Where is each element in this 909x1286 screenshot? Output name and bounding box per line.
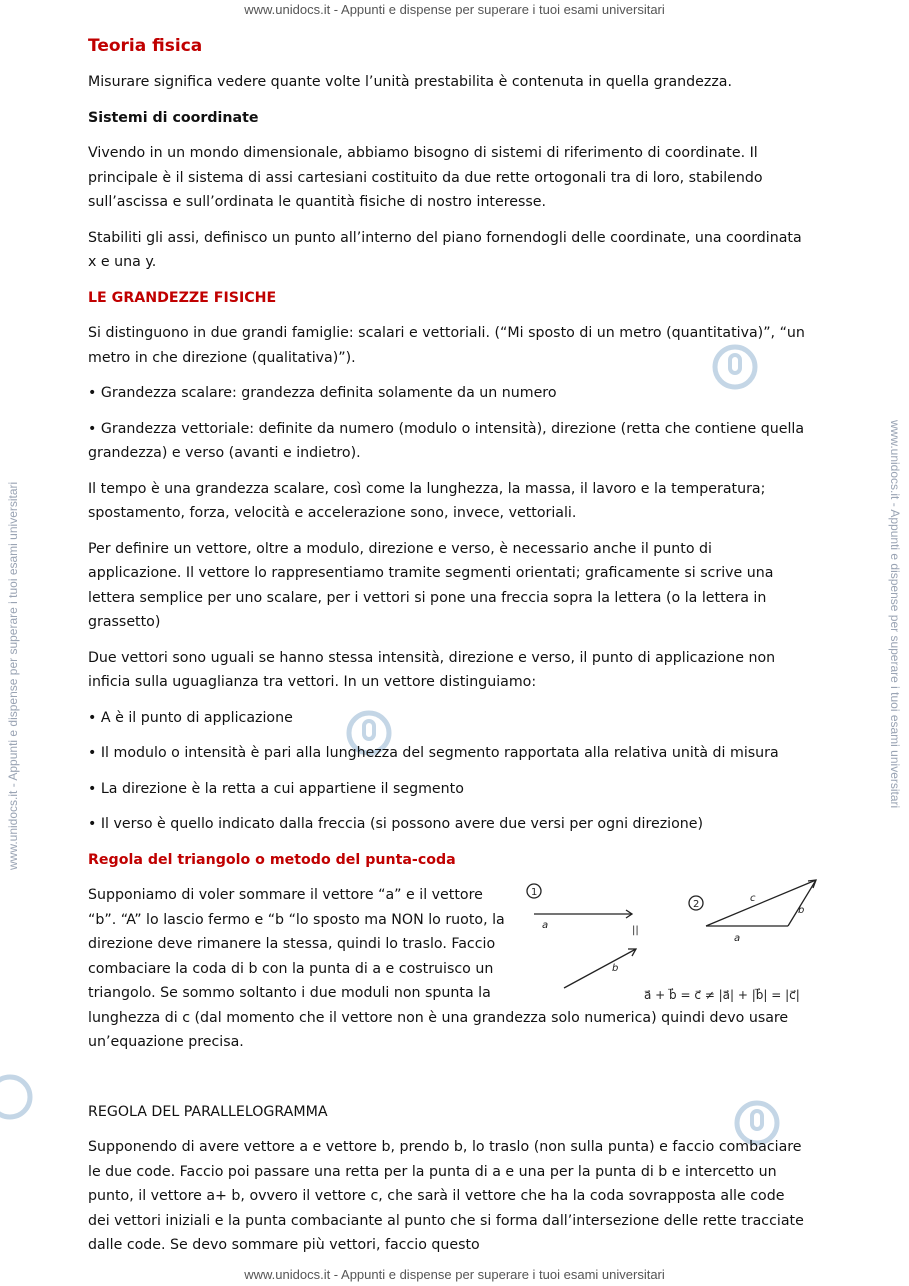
document-body bbox=[88, 33, 808, 1269]
list-item: • Il modulo o intensità è pari alla lunghezza del segmento rapportata alla relativa unità di misura bbox=[88, 745, 779, 761]
label-2: 2 bbox=[693, 899, 700, 910]
paragraph: Per definire un vettore, oltre a modulo, direzione e verso, è necessario anche il punto di applicazione. Il vettore lo rappresentiamo tramite segmenti orientati; graficamente si scrive una lettera semplice per uno scalare, per i vettori si pone una freccia sopra la lettera (o la lettera in grassetto) bbox=[88, 540, 774, 630]
section-heading-grandezze: LE GRANDEZZE FISICHE bbox=[88, 289, 277, 306]
label-c-right: c bbox=[750, 893, 756, 904]
watermark-footer: www.unidocs.it - Appunti e dispense per superare i tuoi esami universitari bbox=[244, 1267, 665, 1282]
paragraph: Vivendo in un mondo dimensionale, abbiamo bisogno di sistemi di riferimento di coordinate. Il principale è il sistema di assi cartesiani costituito da due rette ortogonali tra di loro, stabilendo sull’ascissa e sull’ordinata le quantità fisiche di nostro interesse. bbox=[88, 145, 763, 210]
label-parallel: || bbox=[632, 925, 639, 936]
paragraph: Si distinguono in due grandi famiglie: scalari e vettoriali. (“Mi sposto di un metro (quantitativa)”, “un metro in che direzione (qualitativa)”). bbox=[88, 325, 805, 366]
vector-sum-sketch bbox=[526, 873, 882, 1013]
label-b-right: b bbox=[798, 905, 805, 916]
label-a-right: a bbox=[734, 933, 741, 944]
paragraph: Il tempo è una grandezza scalare, così come la lunghezza, la massa, il lavoro e la temperatura; spostamento, forza, velocità e accelerazione sono, invece, vettoriali. bbox=[88, 480, 766, 521]
list-item: • La direzione è la retta a cui appartiene il segmento bbox=[88, 780, 464, 797]
list-item: • Grandezza vettoriale: definite da numero (modulo o intensità), direzione (retta che contiene quella grandezza) e verso (avanti e indietro). bbox=[88, 420, 805, 461]
section-heading-parallelogramma: REGOLA DEL PARALLELOGRAMMA bbox=[88, 1103, 328, 1120]
page-title: Teoria fisica bbox=[88, 36, 203, 56]
list-item: • Il verso è quello indicato dalla freccia (si possono avere due versi per ogni direzione) bbox=[88, 816, 704, 832]
vector-b-right bbox=[788, 880, 816, 926]
vector-b-left bbox=[564, 949, 636, 988]
paragraph: Due vettori sono uguali se hanno stessa intensità, direzione e verso, il punto di applicazione non inficia sulla uguaglianza tra vettori. In un vettore distinguiamo: bbox=[88, 649, 776, 690]
spacer bbox=[88, 1066, 808, 1100]
label-1: 1 bbox=[531, 887, 538, 898]
section-heading-triangolo: Regola del triangolo o metodo del punta-coda bbox=[88, 851, 456, 868]
list-item: • Grandezza scalare: grandezza definita solamente da un numero bbox=[88, 385, 557, 401]
label-a-left: a bbox=[542, 920, 549, 931]
vector-c-right bbox=[706, 880, 816, 926]
watermark-side-left: www.unidocs.it - Appunti e dispense per superare i tuoi esami universitari bbox=[6, 481, 20, 870]
label-b-left: b bbox=[612, 963, 619, 974]
watermark-header: www.unidocs.it - Appunti e dispense per superare i tuoi esami universitari bbox=[244, 2, 665, 17]
section-heading-coordinates: Sistemi di coordinate bbox=[88, 109, 259, 126]
intro-paragraph: Misurare significa vedere quante volte l’unità prestabilita è contenuta in quella grandezza. bbox=[88, 74, 732, 90]
list-item: • A è il punto di applicazione bbox=[88, 709, 293, 726]
paragraph: Supponendo di avere vettore a e vettore b, prendo b, lo traslo (non sulla punta) e faccio combaciare le due code. Faccio poi passare una retta per la punta di a e una per la punta di b e intercetto un punto, il vettore a+ b, ovvero il vettore c, che sarà il vettore che ha la coda sovrapposta alle code dei vettori iniziali e la punta combaciante al punto che si forma dall’intersezione delle rette tracciate dalle code. Se devo sommare più vettori, faccio questo bbox=[88, 1139, 804, 1253]
paragraph: Stabiliti gli assi, definisco un punto all’interno del piano fornendogli delle coordinate, una coordinata x e una y. bbox=[88, 229, 802, 270]
watermark-logo-icon bbox=[0, 1074, 36, 1120]
watermark-side-right: www.unidocs.it - Appunti e dispense per superare i tuoi esami universitari bbox=[888, 420, 902, 809]
equation: a⃗ + b⃗ = c⃗ ≠ |a⃗| + |b⃗| = |c⃗| bbox=[644, 988, 800, 1002]
triangle-rule-block bbox=[88, 883, 808, 1055]
paragraph-text: Supponiamo di voler sommare il vettore “a” e il vettore “b”. “A” lo lascio fermo e “b “lo sposto ma NON lo ruoto, la direzione deve rimanere la stessa, quindi lo traslo. Faccio combaciare la coda di b con la punta di a e costruisco un triangolo. Se sommo soltanto i due moduli non spunta la lunghezza di c (dal momento che il vettore non è una grandezza solo numerica) quindi devo usare un’equazione precisa. bbox=[88, 887, 789, 1050]
